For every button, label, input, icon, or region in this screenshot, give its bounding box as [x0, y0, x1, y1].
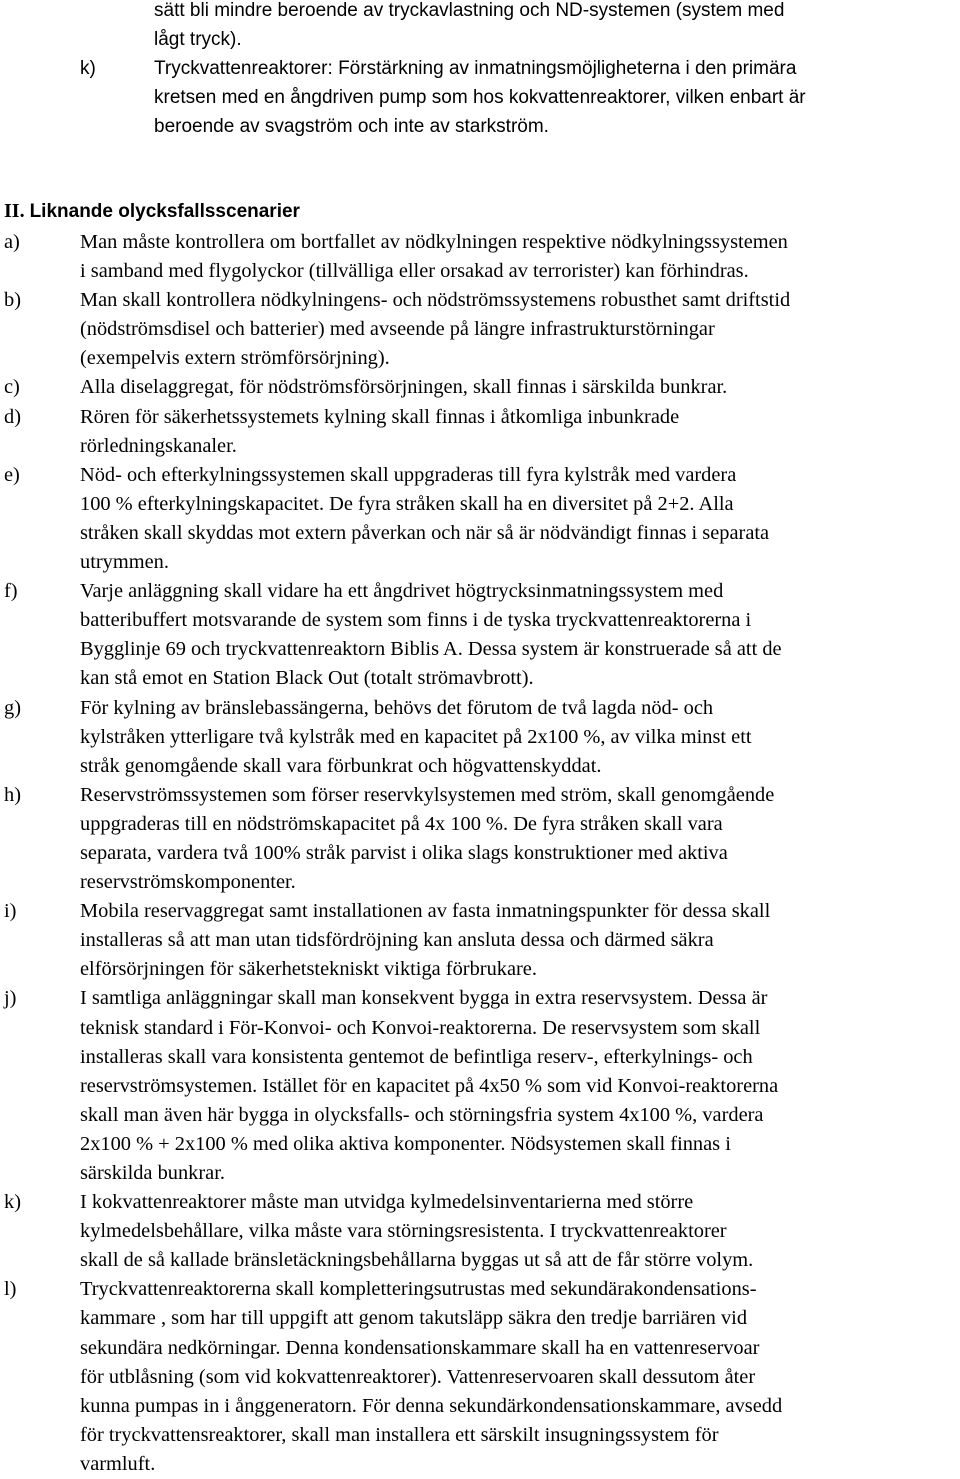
text-line: för utblåsning (som vid kokvattenreaktorer). Vattenreservoaren skall dessutom åter: [80, 1365, 756, 1388]
text-line: För kylning av bränslebassängerna, behövs det förutom de två lagda nöd- och: [80, 696, 714, 719]
list-item-text: [80, 373, 956, 402]
text-line: skall man även här bygga in olycksfalls- och störningsfria system 4x100 %, vardera: [80, 1103, 764, 1126]
text-line: Man skall kontrollera nödkylningens- och nödströmssystemens robusthet samt driftstid: [80, 289, 791, 312]
list-marker: l): [4, 1278, 17, 1301]
list-item-text: [80, 781, 956, 897]
list-item-text: [80, 577, 956, 693]
text-line: för tryckvattensreaktorer, skall man installera ett särskilt insugningssystem för: [80, 1423, 719, 1446]
scenario-list: [4, 228, 956, 1479]
text-line: 100 % efterkylningskapacitet. De fyra stråken skall ha en diversitet på 2+2. Alla: [80, 492, 734, 515]
list-marker: d): [4, 405, 21, 428]
continuation-paragraph: [154, 0, 784, 54]
text-line: sekundära nedkörningar. Denna kondensationskammare skall ha en vattenreservoar: [80, 1336, 760, 1359]
text-line: installeras så att man utan tidsfördröjning kan ansluta dessa och därmed säkra: [80, 929, 714, 952]
list-marker: b): [4, 289, 21, 312]
list-marker: e): [4, 463, 20, 486]
text-line: kunna pumpas in i ånggeneratorn. För denna sekundärkondensationskammare, avsedd: [80, 1394, 783, 1417]
list-marker: j): [4, 987, 17, 1010]
text-line: Alla diselaggregat, för nödströmsförsörjningen, skall finnas i särskilda bunkrar.: [80, 376, 728, 399]
text-line: utrymmen.: [80, 551, 169, 574]
text-line: installeras skall vara konsistenta gentemot de befintliga reserv-, efterkylnings- och: [80, 1045, 753, 1068]
text-line: batteribuffert motsvarande de system som finns i de tyska tryckvattenreaktorerna i: [80, 609, 752, 632]
continuation-line: sätt bli mindre beroende av tryckavlastning och ND-systemen (system med: [154, 0, 785, 21]
list-marker: a): [4, 231, 20, 253]
list-marker: k): [80, 58, 96, 79]
text-line: Tryckvattenreaktorerna skall kompletteringsutrustas med sekundärakondensations-: [80, 1278, 757, 1301]
text-line: kan stå emot en Station Black Out (totalt strömavbrott).: [80, 667, 534, 690]
text-line: Reservströmssystemen som förser reservkylsystemen med ström, skall genomgående: [80, 783, 775, 806]
section-number: II.: [4, 200, 25, 222]
list-item-text: [154, 54, 950, 141]
text-line: kylmedelsbehållare, vilka måste vara störningsresistenta. I tryckvattenreaktorer: [80, 1220, 727, 1243]
text-line: Mobila reservaggregat samt installationen av fasta inmatningspunkter för dessa skall: [80, 900, 771, 923]
list-marker: g): [4, 696, 21, 719]
list-item-text: [80, 228, 956, 286]
text-line: I kokvattenreaktorer måste man utvidga kylmedelsinventarierna med större: [80, 1191, 694, 1214]
text-line: elförsörjningen för säkerhetstekniskt viktiga förbrukare.: [80, 958, 537, 981]
list-item-text: [80, 403, 956, 461]
list-item: [4, 577, 956, 693]
text-line: (exempelvis extern strömförsörjning).: [80, 347, 390, 370]
section-title: Liknande olycksfallsscenarier: [29, 201, 300, 222]
list-item: [4, 1188, 956, 1275]
text-line: kammare , som har till uppgift att genom takutsläpp säkra den tredje barriären vid: [80, 1307, 748, 1330]
list-item: [4, 694, 956, 781]
text-line: kylstråken ytterligare två kylstråk med en kapacitet på 2x100 %, av vilka minst ett: [80, 725, 752, 748]
list-item: [4, 781, 956, 897]
text-line: Man måste kontrollera om bortfallet av nödkylningen respektive nödkylningssystemen: [80, 231, 788, 253]
list-item: [4, 403, 956, 461]
text-line: rörledningskanaler.: [80, 434, 237, 457]
text-line: Nöd- och efterkylningssystemen skall uppgraderas till fyra kylstråk med vardera: [80, 463, 737, 486]
list-item: [4, 286, 956, 373]
text-line: Tryckvattenreaktorer: Förstärkning av inmatningsmöjligheterna i den primära: [154, 58, 797, 79]
list-item-text: [80, 1188, 956, 1275]
section-heading: [4, 197, 300, 226]
text-line: Varje anläggning skall vidare ha ett ångdrivet högtrycksinmatningssystem med: [80, 580, 724, 603]
text-line: beroende av svagström och inte av starkström.: [154, 116, 549, 137]
text-line: varmluft.: [80, 1452, 156, 1475]
text-line: i samband med flygolyckor (tillvälliga eller orsakad av terrorister) kan förhindras.: [80, 260, 749, 283]
continuation-line: lågt tryck).: [154, 29, 242, 50]
list-item-text: [80, 1275, 956, 1479]
text-line: Bygglinje 69 och tryckvattenreaktorn Biblis A. Dessa system är konstruerade så att de: [80, 638, 782, 661]
list-item: [4, 1275, 956, 1479]
list-marker: i): [4, 900, 17, 923]
text-line: Rören för säkerhetssystemets kylning skall finnas i åtkomliga inbunkrade: [80, 405, 680, 428]
text-line: stråk genomgående skall vara förbunkrat och högvattenskyddat.: [80, 754, 602, 777]
list-item-text: [80, 286, 956, 373]
text-line: särskilda bunkrar.: [80, 1162, 225, 1184]
text-line: reservströmsystemen. Istället för en kapacitet på 4x50 % som vid Konvoi-reaktorerna: [80, 1074, 779, 1097]
list-item: [4, 228, 956, 286]
list-marker: k): [4, 1191, 21, 1214]
text-line: I samtliga anläggningar skall man konsekvent bygga in extra reservsystem. Dessa är: [80, 987, 768, 1010]
text-line: reservströmskomponenter.: [80, 871, 296, 894]
list-item: [4, 373, 956, 402]
list-item: [4, 897, 956, 984]
text-line: skall de så kallade bränsletäckningsbehållarna byggas ut så att de får större volym.: [80, 1249, 754, 1272]
list-item: [4, 461, 956, 577]
top-list-item-k: [80, 54, 950, 141]
list-item-text: [80, 694, 956, 781]
list-item: [4, 984, 956, 1188]
list-marker: h): [4, 783, 21, 806]
text-line: separata, vardera två 100% stråk parvist i olika slags konstruktioner med aktiva: [80, 841, 728, 864]
list-marker: c): [4, 376, 20, 399]
text-line: stråken skall skyddas mot extern påverkan och när så är nödvändigt finnas i separata: [80, 521, 770, 544]
text-line: 2x100 % + 2x100 % med olika aktiva komponenter. Nödsystemen skall finnas i: [80, 1132, 731, 1155]
list-item-text: [80, 984, 956, 1188]
text-line: uppgraderas till en nödströmskapacitet på 4x 100 %. De fyra stråken skall vara: [80, 812, 723, 835]
text-line: (nödströmsdisel och batterier) med avseende på längre infrastrukturstörningar: [80, 318, 715, 341]
text-line: kretsen med en ångdriven pump som hos kokvattenreaktorer, vilken enbart är: [154, 87, 806, 108]
text-line: teknisk standard i För-Konvoi- och Konvoi-reaktorerna. De reservsystem som skall: [80, 1016, 761, 1039]
list-marker: f): [4, 580, 18, 603]
list-item-text: [80, 461, 956, 577]
list-item-text: [80, 897, 956, 984]
